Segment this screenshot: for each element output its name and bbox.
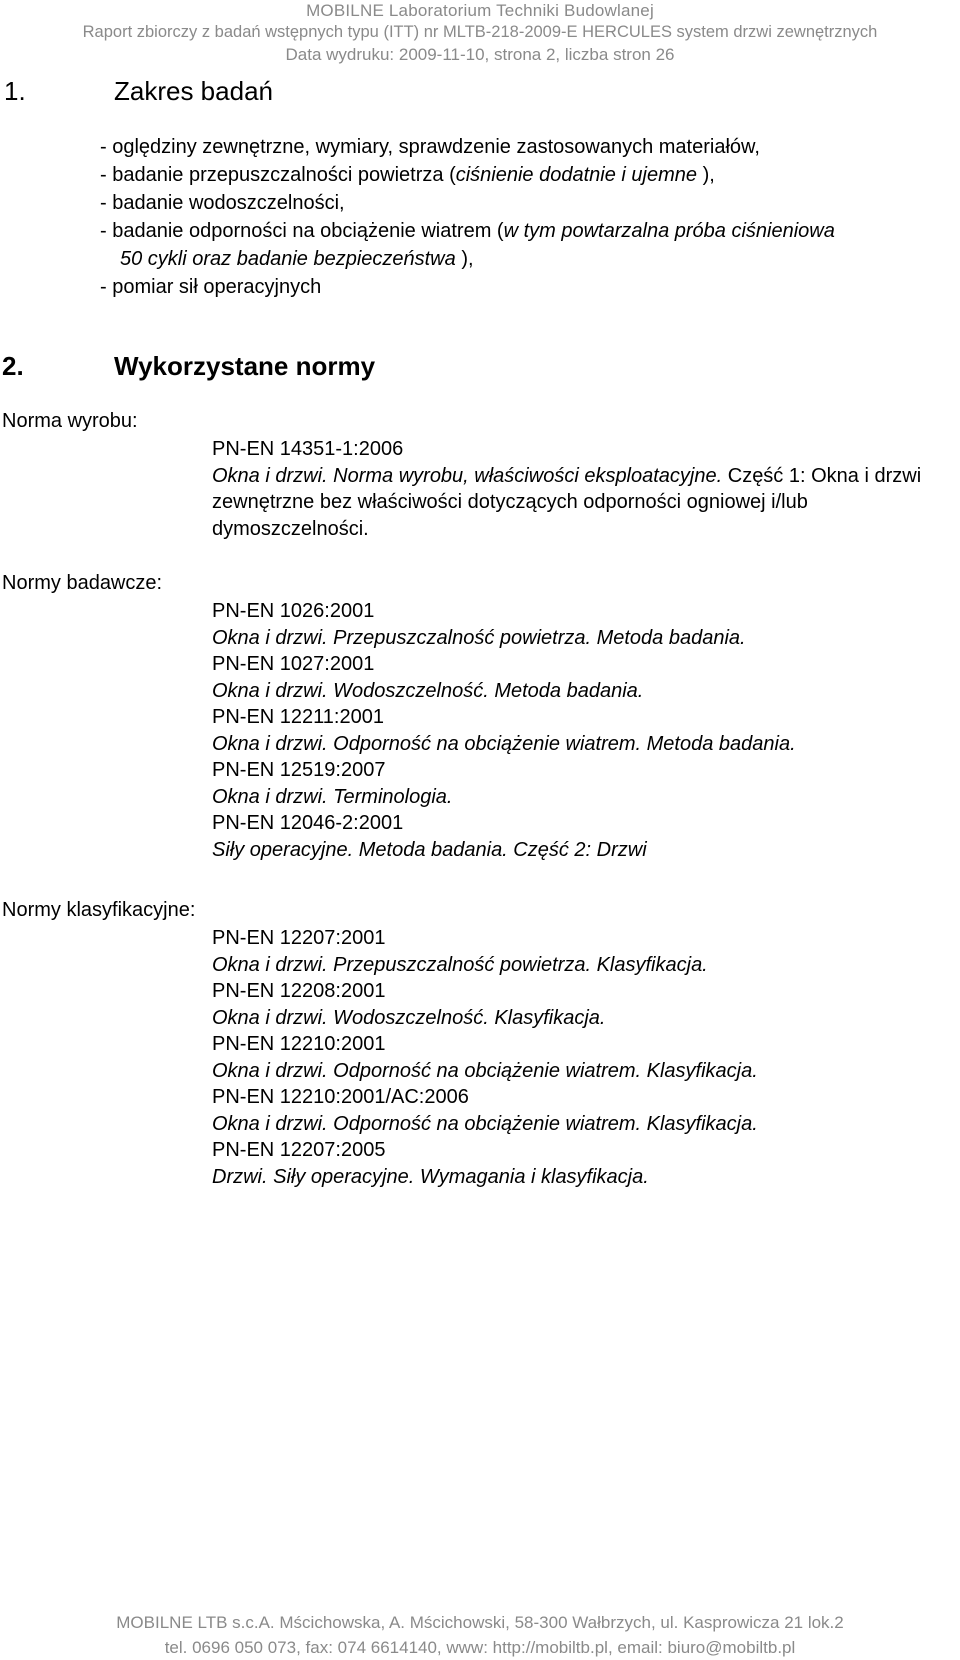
norm-description: Okna i drzwi. Norma wyrobu, właściwości eksploatacyjne. Część 1: Okna i drzwi zewnętrzne bez właściwości dotyczących odporności ogniowej i/lub dymoszczelności. [212, 464, 922, 540]
section2-title: Wykorzystane normy [114, 351, 376, 381]
norm-code: PN-EN 14351-1:2006 [212, 438, 404, 460]
footer-company: MOBILNE LTB s.c.A. Mścichowska, A. Mścichowski, 58-300 Wałbrzych, ul. Kasprowicza 21 lok.2 [116, 1613, 844, 1632]
norm-code: PN-EN 12046-2:2001 [212, 812, 404, 834]
norm-code: PN-EN 12519:2007 [212, 759, 386, 781]
scope-item: - badanie przepuszczalności powietrza (ciśnienie dodatnie i ujemne ), [100, 164, 715, 186]
section1-heading [4, 75, 273, 107]
norm-description: Okna i drzwi. Odporność na obciążenie wiatrem. Metoda badania. [212, 732, 796, 755]
norm-code: PN-EN 1026:2001 [212, 600, 375, 622]
norm-description: Drzwi. Siły operacyjne. Wymagania i klasyfikacja. [212, 1165, 649, 1188]
scope-item: - badanie odporności na obciążenie wiatrem (w tym powtarzalna próba ciśnieniowa [100, 220, 835, 242]
norma-wyrobu-label: Norma wyrobu: [2, 410, 138, 432]
header-report-title: Raport zbiorczy z badań wstępnych typu (ITT) nr MLTB-218-2009-E HERCULES system drzwi zewnętrznych [82, 23, 878, 41]
norm-description: Okna i drzwi. Wodoszczelność. Metoda badania. [212, 679, 644, 702]
norm-code: PN-EN 12207:2005 [212, 1139, 386, 1161]
norm-description: Okna i drzwi. Odporność na obciążenie wiatrem. Klasyfikacja. [212, 1059, 758, 1082]
scope-item: - oględziny zewnętrzne, wymiary, sprawdzenie zastosowanych materiałów, [100, 136, 760, 158]
normy-badawcze-label: Normy badawcze: [2, 572, 163, 594]
section1-number: 1. [4, 76, 26, 106]
norm-description: Okna i drzwi. Przepuszczalność powietrza. Metoda badania. [212, 626, 746, 649]
normy-klasyfikacyjne-block [212, 925, 758, 1190]
scope-item: - badanie wodoszczelności, [100, 192, 345, 214]
header-print-info: Data wydruku: 2009-11-10, strona 2, liczba stron 26 [285, 45, 675, 64]
section2-heading [2, 350, 376, 382]
normy-klasyfikacyjne-label: Normy klasyfikacyjne: [2, 899, 196, 921]
scope-list [100, 133, 835, 301]
norm-code: PN-EN 1027:2001 [212, 653, 375, 675]
norm-description: Okna i drzwi. Przepuszczalność powietrza. Klasyfikacja. [212, 953, 708, 976]
header-lab-name: MOBILNE Laboratorium Techniki Budowlanej [306, 1, 654, 20]
norm-description: Okna i drzwi. Terminologia. [212, 785, 453, 808]
normy-badawcze-block [212, 598, 796, 863]
footer-contact: tel. 0696 050 073, fax: 074 6614140, www: http://mobiltb.pl, email: biuro@mobiltb.pl [164, 1638, 796, 1657]
norm-code: PN-EN 12210:2001/AC:2006 [212, 1086, 469, 1108]
norma-wyrobu-block [212, 436, 952, 542]
norm-code: PN-EN 12210:2001 [212, 1033, 386, 1055]
section2-number: 2. [2, 351, 24, 381]
norm-code: PN-EN 12211:2001 [212, 706, 384, 728]
norm-description: Okna i drzwi. Wodoszczelność. Klasyfikacja. [212, 1006, 606, 1029]
norm-description: Siły operacyjne. Metoda badania. Część 2: Drzwi [212, 838, 647, 861]
scope-item-continuation: 50 cykli oraz badanie bezpieczeństwa ), [120, 248, 474, 270]
scope-item: - pomiar sił operacyjnych [100, 276, 322, 298]
norm-description: Okna i drzwi. Odporność na obciążenie wiatrem. Klasyfikacja. [212, 1112, 758, 1135]
norm-code: PN-EN 12208:2001 [212, 980, 386, 1002]
section1-title: Zakres badań [114, 76, 273, 106]
norm-code: PN-EN 12207:2001 [212, 927, 386, 949]
